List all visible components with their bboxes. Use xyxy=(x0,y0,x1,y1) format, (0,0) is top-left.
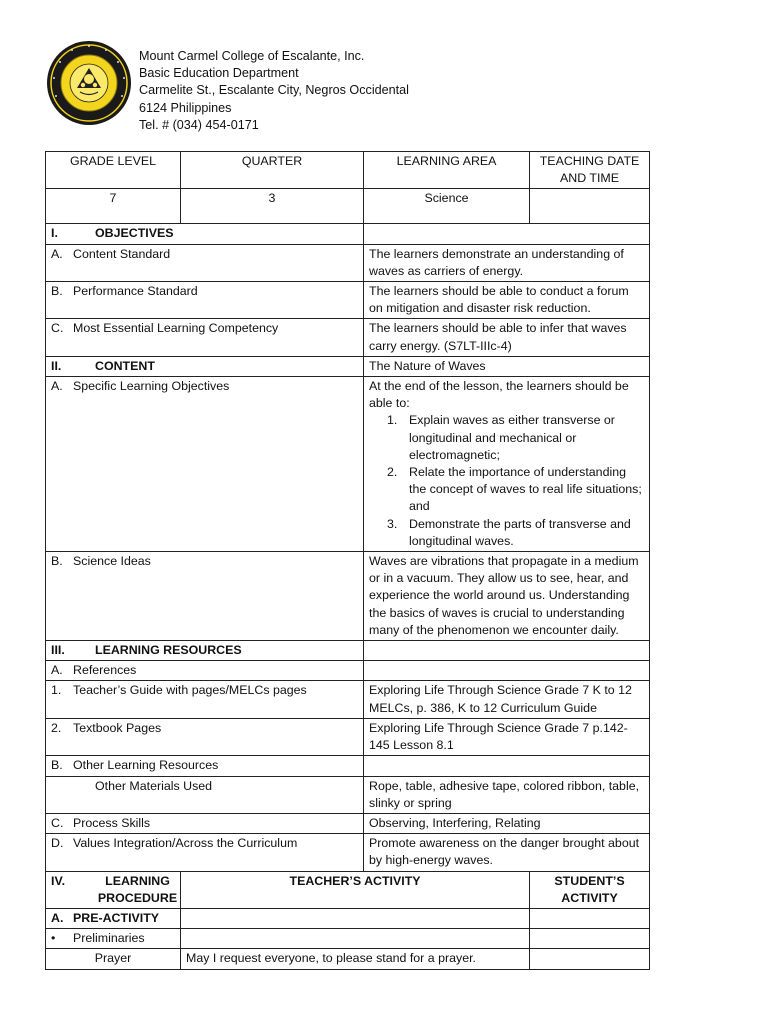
quarter-header: QUARTER xyxy=(181,152,364,189)
content-topic: The Nature of Waves xyxy=(364,356,650,376)
preliminaries-student xyxy=(530,929,650,949)
content-standard-row xyxy=(46,244,650,281)
list-item: 1. Explain waves as either transverse or longitudinal and mechanical or electromagnetic; xyxy=(387,413,615,462)
other-resources-label: B. Other Learning Resources xyxy=(46,756,364,776)
preliminaries-label: • Preliminaries xyxy=(46,929,181,949)
preliminaries-row xyxy=(46,929,650,949)
prayer-row xyxy=(46,949,650,969)
list-item: 3. Demonstrate the parts of transverse and longitudinal waves. xyxy=(387,516,631,548)
textbook-row xyxy=(46,718,650,755)
quarter-value: 3 xyxy=(181,189,364,224)
references-row xyxy=(46,661,650,681)
school-address-block xyxy=(139,48,409,134)
grade-level-value: 7 xyxy=(46,189,181,224)
procedure-header-row xyxy=(46,871,650,908)
resources-heading: III. LEARNING RESOURCES xyxy=(46,641,364,661)
info-header-row xyxy=(46,152,650,189)
specific-objectives-list xyxy=(369,412,644,550)
teacher-activity-header: TEACHER’S ACTIVITY xyxy=(181,871,530,908)
learning-area-value: Science xyxy=(364,189,530,224)
teaching-date-header: TEACHING DATE AND TIME xyxy=(530,152,650,189)
teaching-date-value xyxy=(530,189,650,224)
department: Basic Education Department xyxy=(139,66,299,81)
performance-standard-label: B. Performance Standard xyxy=(46,282,364,319)
references-label: A. References xyxy=(46,661,364,681)
objectives-heading-value xyxy=(364,224,650,244)
content-heading: II. CONTENT xyxy=(46,356,364,376)
prayer-teacher-activity: May I request everyone, to please stand for a prayer. xyxy=(181,949,530,969)
competency-row xyxy=(46,319,650,356)
objectives-section-row xyxy=(46,224,650,244)
competency-value: The learners should be able to infer that waves carry energy. (S7LT-IIIc-4) xyxy=(364,319,650,356)
lesson-plan-grid xyxy=(45,151,650,970)
textbook-label: 2. Textbook Pages xyxy=(46,718,364,755)
school-seal-logo xyxy=(46,40,132,126)
process-skills-value: Observing, Interfering, Relating xyxy=(364,813,650,833)
preliminaries-teacher xyxy=(181,929,530,949)
specific-objectives-intro: At the end of the lesson, the learners should be able to: xyxy=(369,379,629,411)
science-ideas-label: B. Science Ideas xyxy=(46,552,364,641)
resources-heading-value xyxy=(364,641,650,661)
other-resources-value xyxy=(364,756,650,776)
street-address: Carmelite St., Escalante City, Negros Occidental xyxy=(139,83,409,98)
process-skills-label: C. Process Skills xyxy=(46,813,364,833)
resources-section-row xyxy=(46,641,650,661)
info-values-row xyxy=(46,189,650,224)
bullet-icon: • xyxy=(51,931,56,946)
specific-objectives-value xyxy=(364,377,650,552)
materials-value: Rope, table, adhesive tape, colored ribbon, table, slinky or spring xyxy=(364,776,650,813)
science-ideas-row xyxy=(46,552,650,641)
grade-level-header: GRADE LEVEL xyxy=(46,152,181,189)
specific-objectives-label: A. Specific Learning Objectives xyxy=(46,377,364,552)
competency-label: C. Most Essential Learning Competency xyxy=(46,319,364,356)
prayer-student-activity xyxy=(530,949,650,969)
values-integration-label: D. Values Integration/Across the Curriculum xyxy=(46,834,364,871)
learning-area-header: LEARNING AREA xyxy=(364,152,530,189)
specific-objectives-row xyxy=(46,377,650,552)
references-value xyxy=(364,661,650,681)
performance-standard-value: The learners should be able to conduct a forum on mitigation and disaster risk reduction. xyxy=(364,282,650,319)
process-skills-row xyxy=(46,813,650,833)
materials-label: Other Materials Used xyxy=(46,776,364,813)
content-section-row xyxy=(46,356,650,376)
procedure-heading: IV. LEARNING PROCEDURE xyxy=(46,871,181,908)
materials-row xyxy=(46,776,650,813)
postal-country: 6124 Philippines xyxy=(139,100,232,115)
teachers-guide-row xyxy=(46,681,650,718)
pre-activity-row xyxy=(46,908,650,928)
school-name: Mount Carmel College of Escalante, Inc. xyxy=(139,49,365,63)
values-integration-row xyxy=(46,834,650,871)
content-standard-label: A. Content Standard xyxy=(46,244,364,281)
list-item: 2. Relate the importance of understanding the concept of waves to real life situations; and xyxy=(387,465,642,514)
telephone: Tel. # (034) 454-0171 xyxy=(139,117,259,132)
objectives-heading: I. OBJECTIVES xyxy=(46,224,364,244)
pre-activity-label: A. PRE-ACTIVITY xyxy=(46,908,181,928)
other-resources-row xyxy=(46,756,650,776)
pre-activity-teacher xyxy=(181,908,530,928)
school-header xyxy=(46,40,646,140)
performance-standard-row xyxy=(46,282,650,319)
content-standard-value: The learners demonstrate an understanding of waves as carriers of energy. xyxy=(364,244,650,281)
values-integration-value: Promote awareness on the danger brought about by high-energy waves. xyxy=(364,834,650,871)
science-ideas-value: Waves are vibrations that propagate in a medium or in a vacuum. They allow us to see, hear, and experience the world around us. Understanding the basics of waves is crucial to understanding many of the phenomenon we encounter daily. xyxy=(364,552,650,641)
prayer-label: Prayer xyxy=(46,949,181,969)
pre-activity-student xyxy=(530,908,650,928)
textbook-value: Exploring Life Through Science Grade 7 p.142-145 Lesson 8.1 xyxy=(364,718,650,755)
student-activity-header: STUDENT’S ACTIVITY xyxy=(530,871,650,908)
teachers-guide-label: 1. Teacher’s Guide with pages/MELCs pages xyxy=(46,681,364,718)
teachers-guide-value: Exploring Life Through Science Grade 7 K to 12 MELCs, p. 386, K to 12 Curriculum Guide xyxy=(364,681,650,718)
